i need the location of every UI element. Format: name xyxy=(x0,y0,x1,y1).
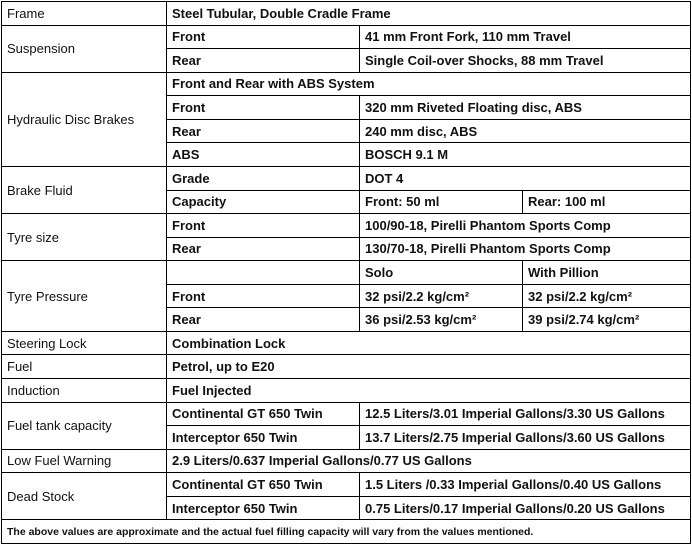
fuel-tank-label: Fuel tank capacity xyxy=(2,402,167,449)
row-brake-fluid-grade xyxy=(2,166,691,190)
suspension-label: Suspension xyxy=(2,25,167,72)
dead-stock-gt-sub: Continental GT 650 Twin xyxy=(167,473,360,497)
row-brakes-header xyxy=(2,72,691,96)
row-fuel-tank-gt xyxy=(2,402,691,426)
tyre-pressure-blank xyxy=(167,261,360,285)
tyre-size-rear-value: 130/70-18, Pirelli Phantom Sports Comp xyxy=(360,237,691,261)
brakes-rear-value: 240 mm disc, ABS xyxy=(360,119,691,143)
frame-value: Steel Tubular, Double Cradle Frame xyxy=(167,2,691,26)
suspension-rear-sub: Rear xyxy=(167,49,360,73)
brakes-abs-value: BOSCH 9.1 M xyxy=(360,143,691,167)
tyre-size-label: Tyre size xyxy=(2,214,167,261)
tyre-size-front-sub: Front xyxy=(167,214,360,238)
low-fuel-label: Low Fuel Warning xyxy=(2,449,167,473)
brakes-label: Hydraulic Disc Brakes xyxy=(2,72,167,166)
brake-fluid-capacity-sub: Capacity xyxy=(167,190,360,214)
fuel-tank-interceptor-value: 13.7 Liters/2.75 Imperial Gallons/3.60 US Gallons xyxy=(360,426,691,450)
dead-stock-interceptor-sub: Interceptor 650 Twin xyxy=(167,496,360,520)
induction-label: Induction xyxy=(2,379,167,403)
row-frame xyxy=(2,2,691,26)
brake-fluid-label: Brake Fluid xyxy=(2,166,167,213)
fuel-tank-gt-sub: Continental GT 650 Twin xyxy=(167,402,360,426)
fuel-value: Petrol, up to E20 xyxy=(167,355,691,379)
fuel-tank-interceptor-sub: Interceptor 650 Twin xyxy=(167,426,360,450)
tyre-pressure-label: Tyre Pressure xyxy=(2,261,167,332)
brake-fluid-capacity-front: Front: 50 ml xyxy=(360,190,523,214)
brakes-abs-sub: ABS xyxy=(167,143,360,167)
row-steering-lock xyxy=(2,331,691,355)
tyre-pressure-rear-sub: Rear xyxy=(167,308,360,332)
fuel-tank-gt-value: 12.5 Liters/3.01 Imperial Gallons/3.30 US Gallons xyxy=(360,402,691,426)
tyre-pressure-col-pillion: With Pillion xyxy=(523,261,691,285)
row-footnote xyxy=(2,520,691,544)
row-tyre-size-front xyxy=(2,214,691,238)
tyre-pressure-rear-solo: 36 psi/2.53 kg/cm² xyxy=(360,308,523,332)
brakes-header: Front and Rear with ABS System xyxy=(167,72,691,96)
row-induction xyxy=(2,379,691,403)
steering-lock-value: Combination Lock xyxy=(167,331,691,355)
brakes-rear-sub: Rear xyxy=(167,119,360,143)
suspension-rear-value: Single Coil-over Shocks, 88 mm Travel xyxy=(360,49,691,73)
footnote: The above values are approximate and the actual fuel filling capacity will vary from the values mentioned. xyxy=(2,520,691,544)
tyre-pressure-col-solo: Solo xyxy=(360,261,523,285)
tyre-size-rear-sub: Rear xyxy=(167,237,360,261)
brake-fluid-grade-sub: Grade xyxy=(167,166,360,190)
row-low-fuel xyxy=(2,449,691,473)
brakes-front-sub: Front xyxy=(167,96,360,120)
tyre-pressure-front-sub: Front xyxy=(167,284,360,308)
tyre-pressure-front-pillion: 32 psi/2.2 kg/cm² xyxy=(523,284,691,308)
induction-value: Fuel Injected xyxy=(167,379,691,403)
brake-fluid-grade-value: DOT 4 xyxy=(360,166,691,190)
steering-lock-label: Steering Lock xyxy=(2,331,167,355)
dead-stock-label: Dead Stock xyxy=(2,473,167,520)
suspension-front-sub: Front xyxy=(167,25,360,49)
tyre-size-front-value: 100/90-18, Pirelli Phantom Sports Comp xyxy=(360,214,691,238)
low-fuel-value: 2.9 Liters/0.637 Imperial Gallons/0.77 US Gallons xyxy=(167,449,691,473)
row-suspension-front xyxy=(2,25,691,49)
dead-stock-interceptor-value: 0.75 Liters/0.17 Imperial Gallons/0.20 US Gallons xyxy=(360,496,691,520)
suspension-front-value: 41 mm Front Fork, 110 mm Travel xyxy=(360,25,691,49)
tyre-pressure-rear-pillion: 39 psi/2.74 kg/cm² xyxy=(523,308,691,332)
row-dead-stock-gt xyxy=(2,473,691,497)
fuel-label: Fuel xyxy=(2,355,167,379)
tyre-pressure-front-solo: 32 psi/2.2 kg/cm² xyxy=(360,284,523,308)
row-tyre-pressure-header xyxy=(2,261,691,285)
dead-stock-gt-value: 1.5 Liters /0.33 Imperial Gallons/0.40 US Gallons xyxy=(360,473,691,497)
brake-fluid-capacity-rear: Rear: 100 ml xyxy=(523,190,691,214)
frame-label: Frame xyxy=(2,2,167,26)
brakes-front-value: 320 mm Riveted Floating disc, ABS xyxy=(360,96,691,120)
spec-table xyxy=(1,1,691,544)
row-fuel xyxy=(2,355,691,379)
